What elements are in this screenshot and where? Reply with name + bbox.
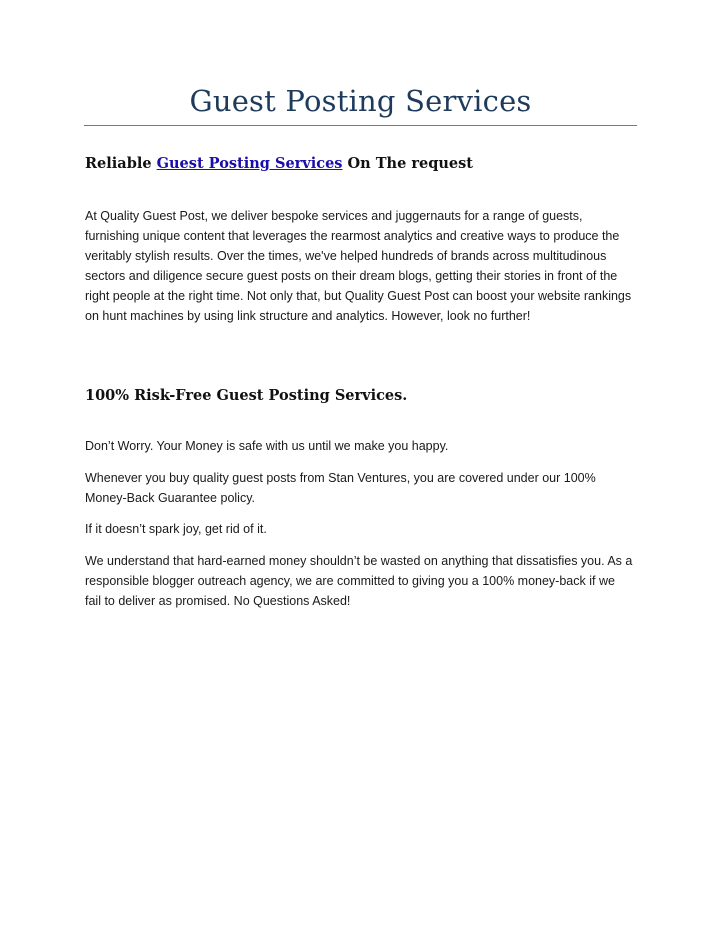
intro-paragraph: At Quality Guest Post, we deliver bespoke services and juggernauts for a range of guests, furnishing unique content that leverages the rearmost analytics and creative ways to produce the veritably stylish results. Over the times, we've helped hundreds of brands across multitudinous sectors and diligence secure guest posts on their dream blogs, getting their stories in front of the right people at the right time. Not only that, but Quality Guest Post can boost your website rankings on hunt machines by using link structure and analytics. However, look no further! <box>85 209 632 323</box>
guest-posting-services-link[interactable]: Guest Posting Services <box>156 155 343 172</box>
paragraph-commitment: We understand that hard-earned money shouldn’t be wasted on anything that dissatisfies you. As a responsible blogger outreach agency, we are committed to giving you a 100% money-back if we fail to deliver as promised. No Questions Asked! <box>85 554 633 608</box>
heading-prefix: Reliable <box>85 155 152 172</box>
paragraph-money-safe: Don’t Worry. Your Money is safe with us until we make you happy. <box>85 439 449 453</box>
title-underline-divider <box>84 125 637 126</box>
paragraph-money-back-guarantee: Whenever you buy quality guest posts from Stan Ventures, you are covered under our 100% Money-Back Guarantee policy. <box>85 471 596 505</box>
page-title: Guest Posting Services <box>189 84 532 118</box>
section-heading-risk-free: 100% Risk-Free Guest Posting Services. <box>85 387 408 404</box>
section-heading-reliable <box>85 155 473 172</box>
heading-suffix: On The request <box>347 155 473 172</box>
paragraph-spark-joy: If it doesn’t spark joy, get rid of it. <box>85 522 267 536</box>
